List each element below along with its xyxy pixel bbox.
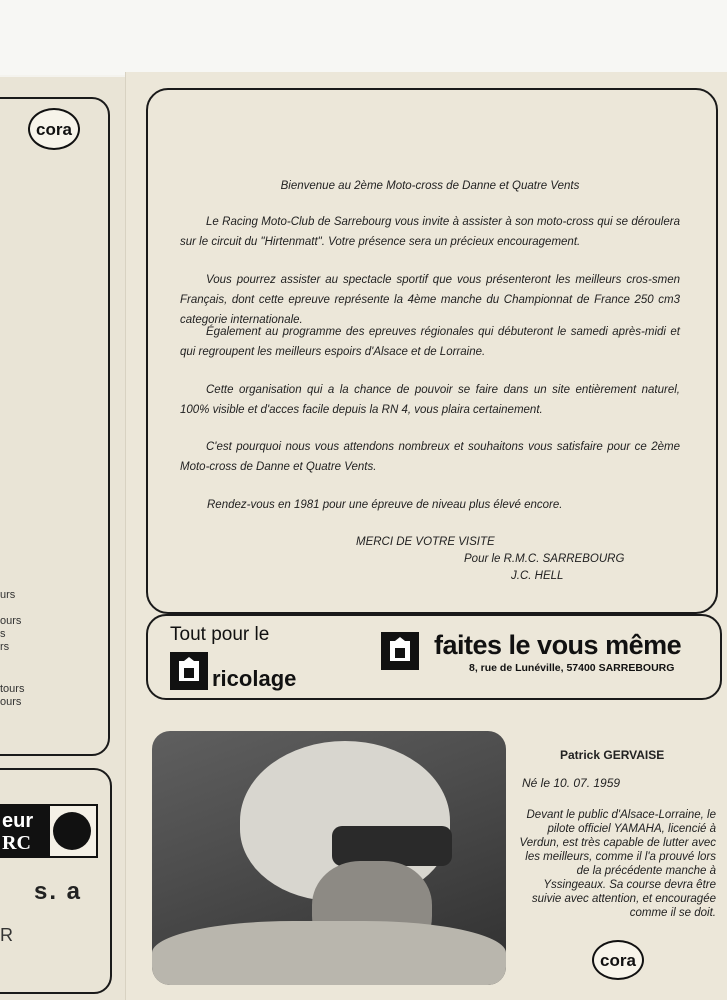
letter-welcome: Bienvenue au 2ème Moto-cross de Danne et Quatre Vents bbox=[280, 180, 580, 192]
ad-address: 8, rue de Lunéville, 57400 SARREBOURG bbox=[469, 662, 675, 674]
rider-description: Devant le public d'Alsace-Lorraine, le pilote officiel YAMAHA, licencié à Verdun, est très capable de lutter avec les meilleurs, comme il l'a prouvé lors de la précédente manche à Yssingeaux. Sa course devra être suivie avec attention, et encouragée comme il se doit. bbox=[519, 809, 716, 919]
letter-paragraph: Cette organisation qui a la chance de pouvoir se faire dans un site entièrement naturel, 100% visible et d'acces facile depuis la RN 4, vous plaira certainement. bbox=[180, 384, 680, 416]
letter-paragraph: Également au programme des epreuves régionales qui débuteront le samedi après-midi et qui regroupent les meilleurs espoirs d'Alsace et de Lorraine. bbox=[180, 326, 680, 358]
cora-logo-text: cora bbox=[600, 950, 636, 970]
dealer-logo bbox=[0, 804, 98, 858]
left-fragment: ours bbox=[0, 696, 22, 708]
rider-birthdate: Né le 10. 07. 1959 bbox=[522, 776, 621, 790]
body-shape bbox=[152, 921, 506, 985]
ad-slogan: faites le vous même bbox=[434, 630, 682, 660]
letter-paragraph: Le Racing Moto-Club de Sarrebourg vous invite à assister à son moto-cross qui se déroulera sur le circuit du "Hirtenmatt". Votre présence sera un précieux encouragement. bbox=[180, 216, 680, 248]
left-fragment: tours bbox=[0, 683, 25, 695]
rider-photo bbox=[152, 731, 506, 985]
cora-logo-text: cora bbox=[36, 119, 72, 139]
letter-paragraph: C'est pourquoi nous vous attendons nombreux et souhaitons vous satisfaire pour ce 2ème Moto-cross de Danne et Quatre Vents. bbox=[180, 441, 680, 473]
dealer-logo-text: eur bbox=[2, 810, 34, 832]
letter-closing: Rendez-vous en 1981 pour une épreuve de niveau plus élevé encore. bbox=[207, 499, 563, 511]
bricolage-logo-icon bbox=[170, 652, 208, 690]
letter-paragraph: Vous pourrez assister au spectacle sportif que vous présenteront les meilleurs cros-smen Français, dont cette epreuve représente la 4ème manche du Championnat de France 250 cm3 categorie internationale. bbox=[180, 274, 680, 326]
left-frame bbox=[0, 97, 110, 756]
letter-for: Pour le R.M.C. SARREBOURG bbox=[464, 553, 625, 565]
dealer-logo-text: RC bbox=[2, 832, 31, 854]
letter-signature: J.C. HELL bbox=[511, 570, 564, 582]
ad-subtitle: ricolage bbox=[212, 666, 297, 691]
left-fragment: s bbox=[0, 628, 6, 640]
dealer-logo-circle bbox=[53, 812, 91, 850]
left-fragment: urs bbox=[0, 589, 16, 601]
letter-thanks: MERCI DE VOTRE VISITE bbox=[356, 536, 495, 548]
company-suffix: s. a bbox=[34, 878, 83, 905]
visor-shape bbox=[332, 826, 452, 866]
rider-name: Patrick GERVAISE bbox=[560, 748, 665, 762]
cora-logo bbox=[28, 108, 80, 150]
ad-title: Tout pour le bbox=[170, 624, 270, 645]
cora-logo bbox=[592, 940, 644, 980]
left-fragment: ours bbox=[0, 615, 22, 627]
left-fragment: R bbox=[0, 925, 13, 945]
left-fragment: rs bbox=[0, 641, 10, 653]
bricolage-logo-icon bbox=[381, 632, 419, 670]
background-top bbox=[0, 0, 727, 75]
